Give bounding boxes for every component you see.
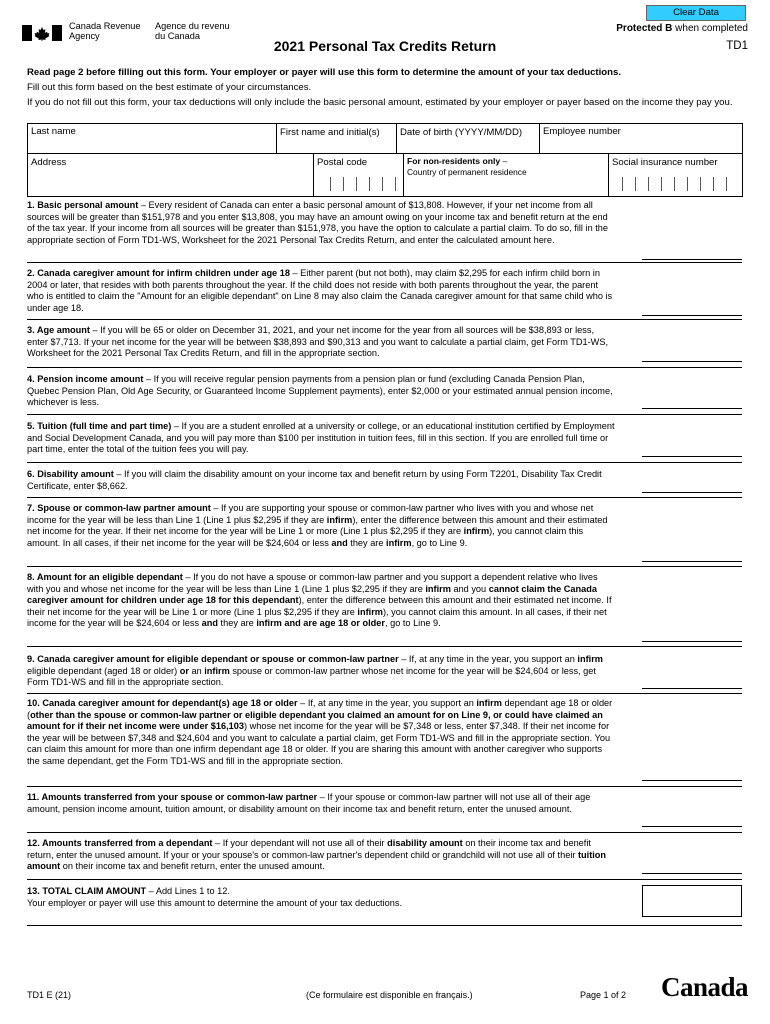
- section-divider: [27, 566, 742, 567]
- line-9-caregiver-dependant-spouse: [27, 654, 616, 689]
- line-1-basic-personal: [27, 200, 616, 246]
- line-9-text: – If, at any time in the year, you support an: [398, 654, 578, 664]
- line-2-amount-input[interactable]: [642, 315, 742, 316]
- line-6-text: – If you will claim the disability amount on your income tax and benefit return by using Form T2201, Disability Tax Credit Certificate, enter $8,662.: [27, 469, 602, 491]
- line-5-tuition: [27, 421, 616, 456]
- section-divider: [27, 367, 742, 368]
- first-name-field[interactable]: First name and initial(s): [280, 127, 380, 138]
- line-7-text: ), enter the difference between this amount and their estimated net income for the year. If their net income for the year will be Line 1 or more (Line 1 plus $2,295 if they are: [27, 514, 608, 537]
- non-residents-dash: –: [500, 156, 508, 166]
- section-divider: [27, 832, 742, 833]
- line-8-emphasis: infirm: [357, 606, 383, 617]
- line-13-title: 13. TOTAL CLAIM AMOUNT: [27, 886, 147, 896]
- line-9-text: an: [188, 665, 205, 676]
- line-9-title: 9. Canada caregiver amount for eligible dependant or spouse or common-law partner: [27, 654, 399, 664]
- section-divider: [27, 646, 742, 647]
- line-7-emphasis: infirm: [386, 537, 412, 548]
- line-9-emphasis: infirm: [204, 665, 230, 676]
- line-10-emphasis: infirm: [476, 698, 502, 708]
- line-3-age-amount: [27, 325, 616, 360]
- line-12-text: – If your dependant will not use all of their: [212, 838, 388, 848]
- last-name-field[interactable]: Last name: [31, 126, 76, 137]
- line-10-text: dependant age 18 or older (: [27, 698, 613, 720]
- line-3-amount-input[interactable]: [642, 361, 742, 362]
- line-9-emphasis: infirm: [577, 654, 603, 664]
- form-identifier: TD1 E (21): [27, 990, 72, 1000]
- intro-line-3: If you do not fill out this form, your tax deductions will only include the basic personal amount, estimated by your employer or payer based on the income they pay you.: [27, 97, 733, 108]
- line-12-transfer-dependant: [27, 838, 616, 873]
- line-7-spouse-amount: [27, 503, 616, 549]
- line-7-title: 7. Spouse or common-law partner amount: [27, 503, 211, 513]
- line-3-text: – If you will be 65 or older on December 31, 2021, and your net income for the year from all sources will be $38,893 or less, enter $7,713. If your net income for the year will be between $38,893 and $90,313 and you want to calculate a partial claim, get Form TD1-WS, Worksheet for the 2021 Personal Tax Credits Return, and fill in the appropriate section.: [27, 325, 609, 359]
- line-8-text: they are: [218, 618, 257, 629]
- line-8-text: ), enter the difference between this amount and their estimated net income. If their net income for the year will be Line 1 or more (Line 1 plus $2,295 if they are: [27, 595, 612, 617]
- non-residents-label: [407, 156, 507, 166]
- line-13-note: Your employer or payer will use this amount to determine the amount of your tax deductions.: [27, 897, 403, 908]
- grid-divider: [396, 123, 397, 153]
- grid-divider: [608, 153, 609, 197]
- form-title: 2021 Personal Tax Credits Return: [273, 38, 497, 54]
- section-divider: [27, 693, 742, 694]
- line-6-disability: [27, 469, 616, 492]
- line-13-total-claim: [27, 886, 616, 909]
- line-7-text: ), you cannot claim this amount. In all cases, if their net income for the year will be $24,604 or less: [27, 526, 584, 548]
- line-13-text: – Add Lines 1 to 12.: [146, 886, 230, 896]
- grid-divider: [276, 123, 277, 153]
- line-4-title: 4. Pension income amount: [27, 374, 144, 384]
- line-4-amount-input[interactable]: [642, 408, 742, 409]
- line-12-amount-input[interactable]: [642, 873, 742, 874]
- line-11-text: – If your spouse or common-law partner will not use all of their age amount, pension income amount, tuition amount, or disability amount on their income tax and benefit return, enter the unused amount.: [27, 792, 591, 814]
- line-1-title: 1. Basic personal amount: [27, 200, 139, 210]
- line-8-text: ), you cannot claim this amount. In all cases, if their net income for the year will be $24,604 or less: [27, 606, 607, 629]
- line-11-amount-input[interactable]: [642, 826, 742, 827]
- section-divider: [27, 414, 742, 415]
- line-8-amount-input[interactable]: [642, 641, 742, 642]
- address-field[interactable]: Address: [31, 157, 67, 168]
- line-6-title: 6. Disability amount: [27, 469, 114, 479]
- line-1-text: – Every resident of Canada can enter a basic personal amount of $13,808. However, if your net income from all sources will be greater than $151,978 and you enter $13,808, you may have an amount owing on your income tax and benefit return at the end of the tax year. If your income from all sources will be greater than $151,978, you have the option to calculate a partial claim. To do so, fill in the appropriate section of Form TD1-WS, Worksheet for the 2021 Personal Tax Credits Return, and enter the calculated amount here.: [27, 200, 609, 245]
- line-10-title: 10. Canada caregiver amount for dependant(s) age 18 or older: [27, 698, 298, 708]
- canada-wordmark: Canada: [660, 972, 748, 1002]
- section-divider: [27, 925, 742, 926]
- line-7-emphasis: infirm: [326, 514, 353, 525]
- total-claim-amount-input[interactable]: [642, 885, 742, 917]
- line-8-emphasis: infirm: [425, 583, 451, 594]
- sin-boxes: [622, 177, 739, 191]
- line-12-title: 12. Amounts transferred from a dependant: [27, 838, 213, 848]
- line-3-title: 3. Age amount: [27, 325, 90, 335]
- line-9-amount-input[interactable]: [642, 688, 742, 689]
- intro-line-2: Fill out this form based on the best estimate of your circumstances.: [27, 82, 312, 93]
- section-divider: [27, 786, 742, 787]
- postal-code-boxes: [330, 177, 408, 191]
- line-8-emphasis: infirm and are age 18 or older: [256, 618, 385, 629]
- line-9-text: spouse or common-law partner whose net income for the year will be $24,604 or less, get Form TD1-WS and fill in the appropriate section.: [27, 665, 596, 688]
- form-code: TD1: [726, 40, 748, 52]
- line-5-text: – If you are a student enrolled at a university or college, or an educational institution certified by Employment and Social Development Canada, and you will pay more than $100 per institution in tuition fees, fill in this section. If you are enrolled full time or part time, enter the total of the tuition fees you will pay.: [27, 421, 615, 455]
- protected-label: Protected B: [616, 23, 673, 34]
- line-7-emphasis: infirm: [463, 526, 490, 537]
- line-8-emphasis: cannot claim the Canada caregiver amount for children under age 18 for this dependant: [27, 583, 597, 606]
- line-8-emphasis: and: [201, 618, 218, 629]
- section-divider: [27, 879, 742, 880]
- page-number: Page 1 of 2: [580, 990, 627, 1000]
- line-12-text: on their income tax and benefit return, enter the unused amount. If your or your spouse's or common-law partner's dependent child or grandchild will not use all of their: [27, 838, 591, 860]
- protected-notice: [616, 23, 748, 34]
- line-4-text: – If you will receive regular pension payments from a pension plan or fund (excluding Canada Pension Plan, Quebec Pension Plan, Old Age Security, or Guaranteed Income Supplement payments), enter $2,000 or your estimated annual pension income, whichever is less.: [27, 374, 613, 408]
- grid-divider: [27, 153, 743, 154]
- grid-divider: [313, 153, 314, 197]
- line-8-eligible-dependant: [27, 572, 616, 630]
- country-of-residence-field[interactable]: Country of permanent residence: [407, 167, 527, 177]
- line-4-pension-income: [27, 374, 616, 409]
- line-12-emphasis: disability amount: [387, 838, 463, 848]
- line-11-transfer-spouse: [27, 792, 616, 815]
- line-8-title: 8. Amount for an eligible dependant: [27, 572, 183, 582]
- grid-divider: [539, 123, 540, 153]
- line-5-amount-input[interactable]: [642, 456, 742, 457]
- agency-en-line1: Canada Revenue: [69, 21, 141, 31]
- line-10-caregiver-dependants-18: [27, 698, 616, 768]
- line-7-amount-input[interactable]: [642, 561, 742, 562]
- protected-suffix: when completed: [672, 23, 748, 34]
- line-7-text: – If you are supporting your spouse or common-law partner who lives with you and whose net income for the year will be less than Line 1 (Line 1 plus $2,295 if they are: [27, 503, 594, 525]
- line-8-text: and you: [450, 583, 489, 594]
- line-8-text: , go to Line 9.: [384, 618, 441, 629]
- line-2-caregiver-children: [27, 268, 616, 314]
- date-of-birth-field[interactable]: Date of birth (YYYY/MM/DD): [400, 127, 523, 138]
- section-divider: [27, 262, 742, 263]
- line-8-text: – If you do not have a spouse or common-law partner and you support a dependent relative who lives with you and whose net income for the year will be less than Line 1 (Line 1 plus $2,295 if they are: [27, 572, 598, 594]
- line-12-emphasis: tuition amount: [27, 849, 607, 872]
- line-7-emphasis: and: [331, 537, 348, 548]
- non-residents-bold: For non-residents only: [407, 156, 501, 166]
- social-insurance-number-field[interactable]: Social insurance number: [612, 157, 718, 168]
- line-9-text: eligible dependant (aged 18 or older): [27, 665, 180, 676]
- line-13-heading: [27, 886, 616, 898]
- line-6-amount-input[interactable]: [642, 492, 742, 493]
- line-7-text: they are: [347, 537, 387, 548]
- section-divider: [27, 497, 742, 498]
- section-divider: [27, 319, 742, 320]
- french-availability-note: (Ce formulaire est disponible en français.): [306, 990, 473, 1000]
- line-10-text: ) whose net income for the year will be $7,348 or less, enter $7,348. If their net income for the year will be between $7,348 and $24,604 and you want to calculate a partial claim, get Form TD1-WS and fill in the appropriate section. You can claim this amount for more than one infirm dependant age 18 or older. If you are sharing this amount with another caregiver who supports the same dependant, get the Form TD1-WS and fill in the appropriate section.: [27, 721, 611, 766]
- line-10-emphasis: other than the spouse or common-law partner or eligible dependant you claimed an amount for on Line 9, or could have claimed an amount for if their net income were under $16,103: [27, 709, 603, 732]
- employee-number-field[interactable]: Employee number: [543, 126, 621, 137]
- agency-fr-line2: du Canada: [155, 31, 200, 41]
- intro-line-1: Read page 2 before filling out this form. Your employer or payer will use this form to determine the amount of your tax deductions.: [27, 67, 622, 78]
- line-2-text: – Either parent (but not both), may claim $2,295 for each infirm child born in 2004 or later, that resides with both parents throughout the year. If the child does not reside with both parents throughout the year, the parent who is entitled to claim the "Amount for an eligible dependant" on Line 8 may also claim the Canada caregiver amount for that same child who is under age 18.: [27, 268, 613, 313]
- line-10-amount-input[interactable]: [642, 780, 742, 781]
- section-divider: [27, 462, 742, 463]
- agency-en-line2: Agency: [69, 31, 100, 41]
- line-10-text: – If, at any time in the year, you support an: [297, 698, 477, 708]
- postal-code-field[interactable]: Postal code: [317, 157, 368, 168]
- line-2-title: 2. Canada caregiver amount for infirm children under age 18: [27, 268, 290, 278]
- line-12-text: on their income tax and benefit return, enter the unused amount.: [60, 861, 325, 872]
- clear-data-button[interactable]: Clear Data: [646, 5, 746, 21]
- line-9-emphasis: or: [179, 665, 189, 676]
- agency-fr-line1: Agence du revenu: [155, 21, 230, 31]
- line-5-title: 5. Tuition (full time and part time): [27, 421, 172, 431]
- line-11-title: 11. Amounts transferred from your spouse or common-law partner: [27, 792, 318, 802]
- line-7-text: , go to Line 9.: [411, 537, 468, 548]
- line-1-amount-input[interactable]: [642, 259, 742, 260]
